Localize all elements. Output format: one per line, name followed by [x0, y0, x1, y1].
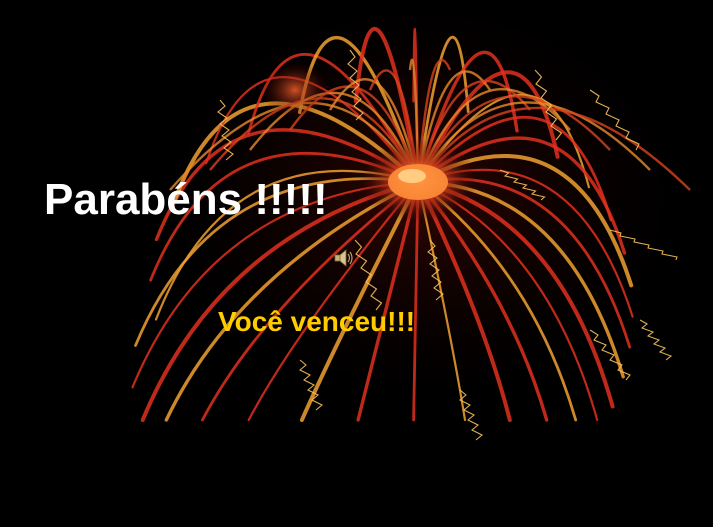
slide-title: Parabéns !!!!! — [44, 175, 328, 224]
firework-side-glow — [261, 62, 329, 118]
speaker-icon[interactable] — [333, 248, 355, 268]
slide-subtitle: Você venceu!!! — [218, 306, 416, 337]
